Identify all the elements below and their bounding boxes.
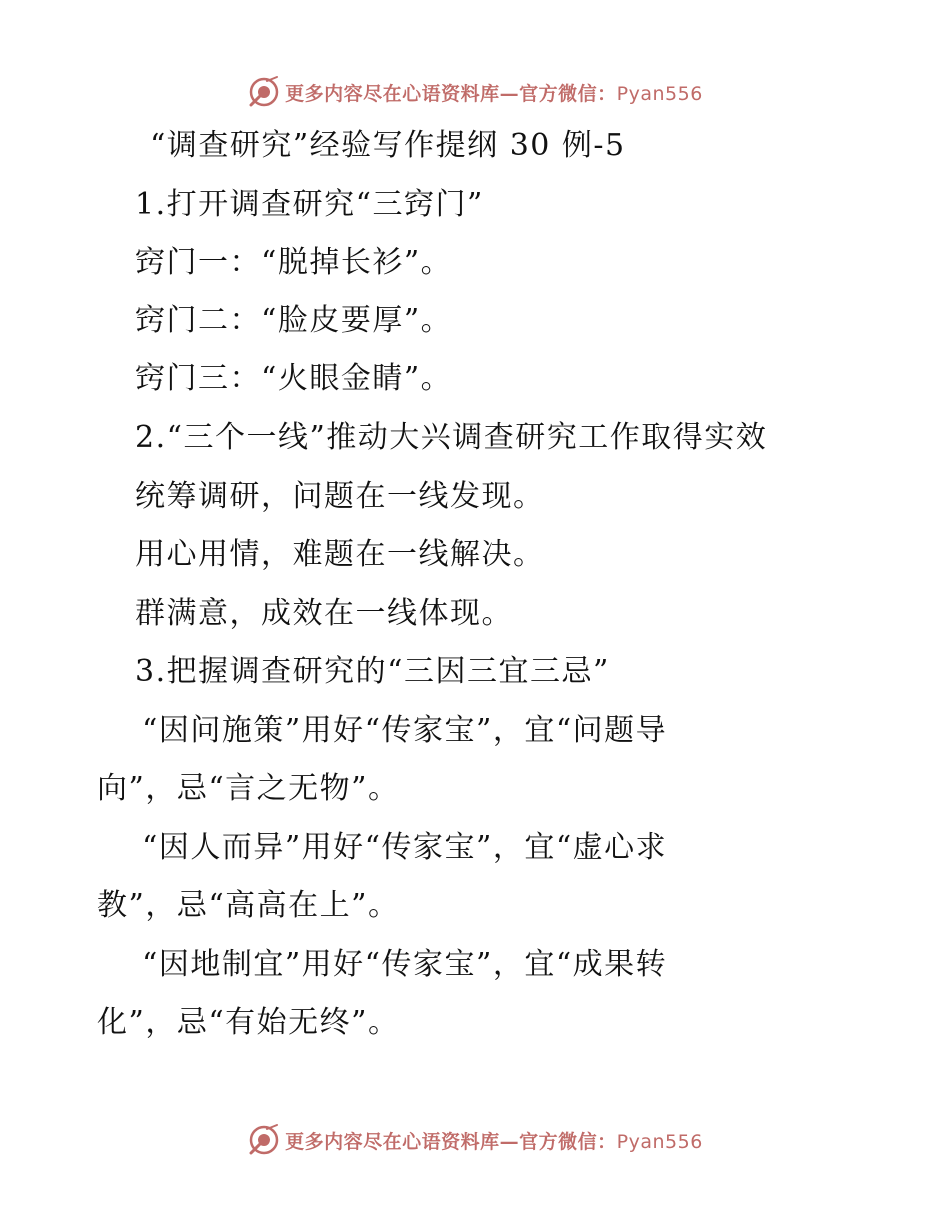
paragraph-line: 向”，忌“言之无物”。	[97, 771, 400, 806]
paragraph-line: “因人而异”用好“传家宝”，宜“虚心求	[142, 830, 668, 865]
pen-logo-icon	[247, 1123, 281, 1157]
section-heading-1: 1.打开调查研究“三窍门”	[135, 187, 484, 222]
paragraph-line: 窍门三：“火眼金睛”。	[135, 361, 453, 396]
header-watermark	[0, 72, 950, 112]
paragraph-line: 窍门二：“脸皮要厚”。	[135, 303, 453, 338]
paragraph-line: 用心用情，难题在一线解决。	[135, 537, 545, 572]
paragraph-line: “因问施策”用好“传家宝”，宜“问题导	[142, 713, 668, 748]
paragraph-line: 化”，忌“有始无终”。	[97, 1005, 400, 1040]
paragraph-line: 统筹调研，问题在一线发现。	[135, 479, 545, 514]
document-title: “调查研究”经验写作提纲 30 例-5	[150, 128, 626, 163]
watermark-text: 更多内容尽在心语资料库—官方微信：Pyan556	[285, 82, 703, 105]
paragraph-line: “因地制宜”用好“传家宝”，宜“成果转	[142, 947, 668, 982]
footer-watermark	[0, 1120, 950, 1160]
pen-logo-icon	[247, 75, 281, 109]
paragraph-line: 窍门一：“脱掉长衫”。	[135, 245, 453, 280]
watermark-text: 更多内容尽在心语资料库—官方微信：Pyan556	[285, 1130, 703, 1153]
paragraph-line: 教”，忌“高高在上”。	[97, 888, 400, 923]
section-heading-2: 2.“三个一线”推动大兴调查研究工作取得实效	[135, 420, 768, 455]
section-heading-3: 3.把握调查研究的“三因三宜三忌”	[135, 654, 610, 689]
watermark-brand: Pyan556	[616, 1130, 703, 1153]
watermark-brand: Pyan556	[616, 82, 703, 105]
paragraph-line: 群满意，成效在一线体现。	[135, 596, 513, 631]
